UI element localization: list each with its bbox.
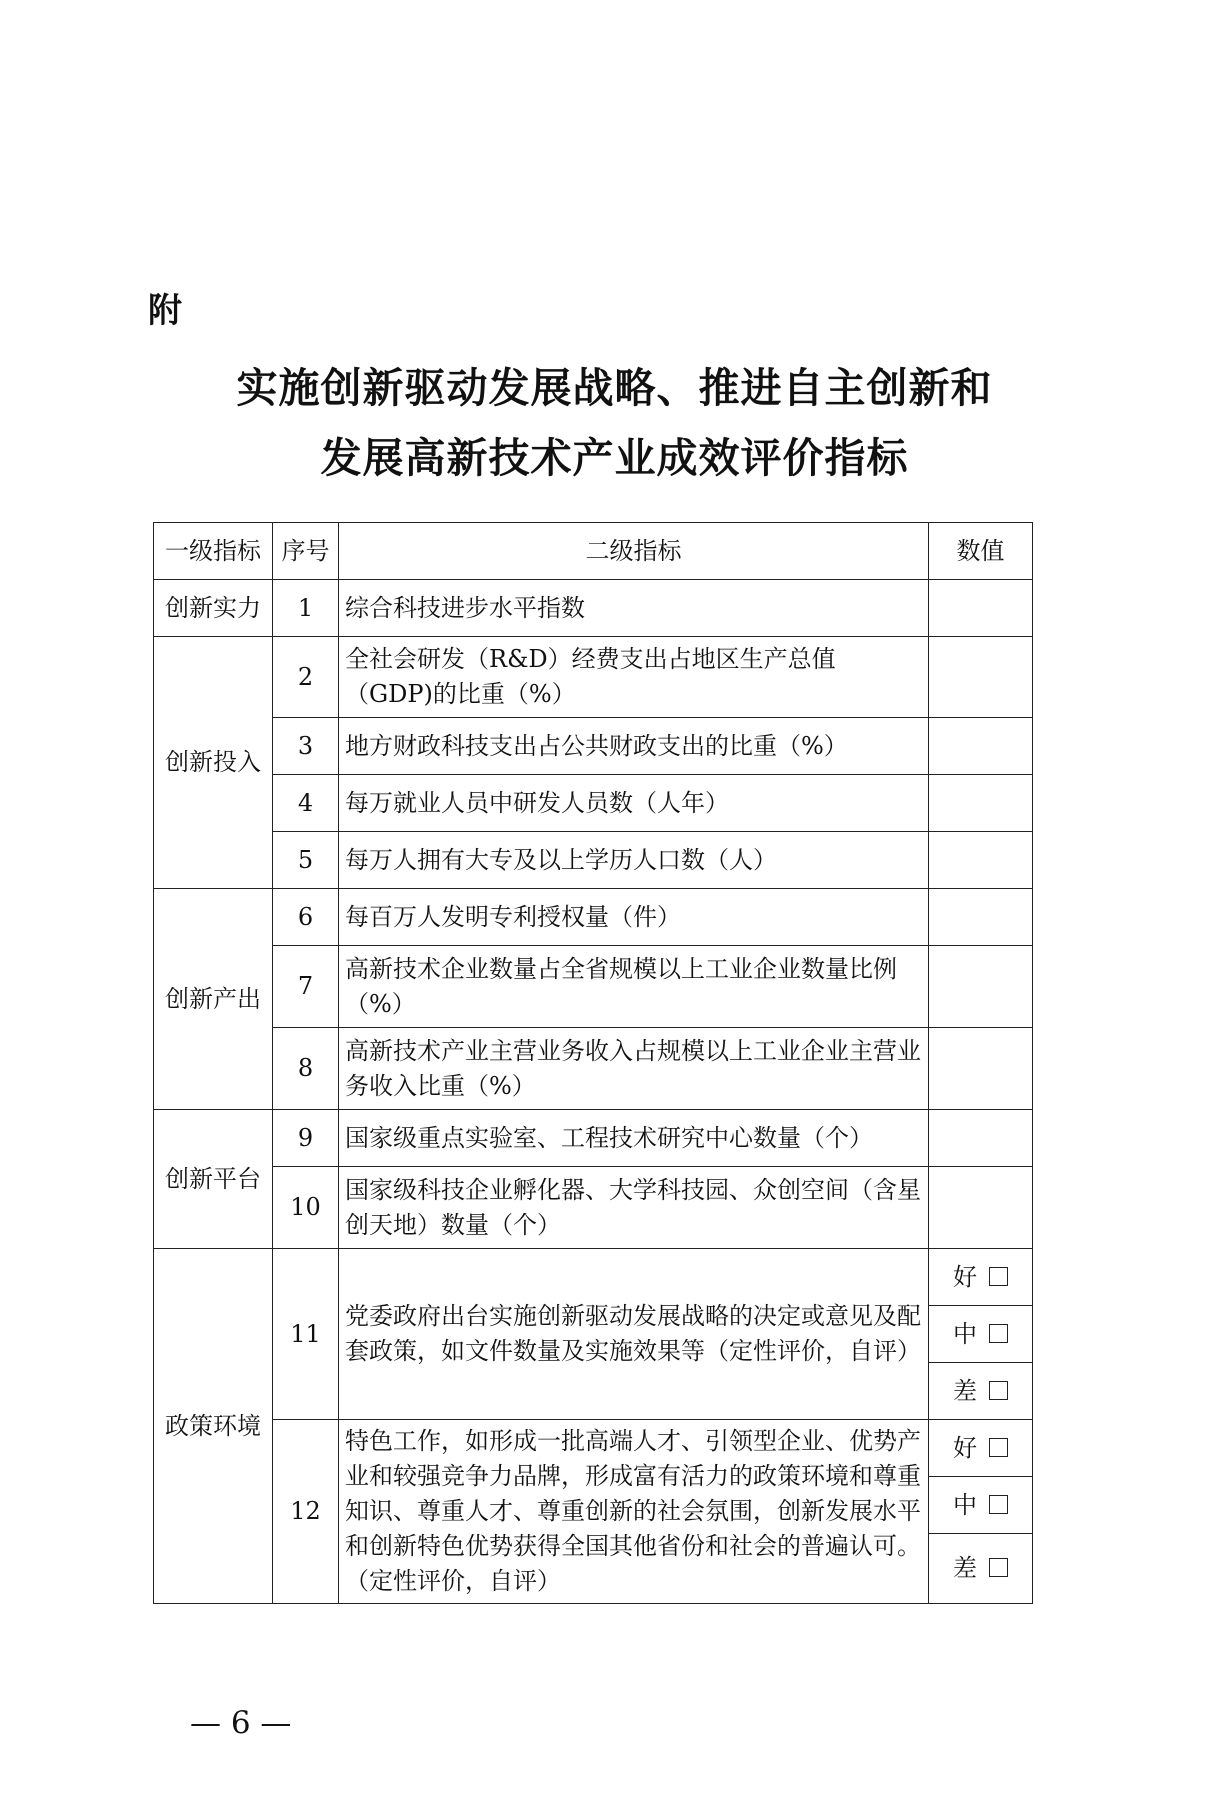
rating-option-medium[interactable] xyxy=(929,1477,1033,1534)
row-number: 7 xyxy=(273,946,339,1028)
indicator-text: 全社会研发（R&D）经费支出占地区生产总值（GDP)的比重（%） xyxy=(339,637,929,718)
table-row xyxy=(154,718,1033,775)
value-cell[interactable] xyxy=(929,1167,1033,1249)
value-cell[interactable] xyxy=(929,832,1033,889)
table-row xyxy=(154,580,1033,637)
value-cell[interactable] xyxy=(929,718,1033,775)
value-cell[interactable] xyxy=(929,1110,1033,1167)
row-number: 10 xyxy=(273,1167,339,1249)
header-value: 数值 xyxy=(929,523,1033,580)
indicator-text: 国家级科技企业孵化器、大学科技园、众创空间（含星创天地）数量（个） xyxy=(339,1167,929,1249)
indicator-text: 高新技术产业主营业务收入占规模以上工业企业主营业务收入比重（%） xyxy=(339,1028,929,1110)
value-cell[interactable] xyxy=(929,946,1033,1028)
checkbox-icon[interactable] xyxy=(989,1438,1008,1457)
row-number: 6 xyxy=(273,889,339,946)
indicator-text: 地方财政科技支出占公共财政支出的比重（%） xyxy=(339,718,929,775)
rating-label: 好 xyxy=(953,1262,977,1291)
table-row xyxy=(154,1167,1033,1249)
category-cell: 创新产出 xyxy=(154,889,273,1110)
rating-label: 差 xyxy=(953,1554,977,1582)
category-cell: 创新投入 xyxy=(154,637,273,889)
attachment-label: 附 xyxy=(148,291,182,331)
checkbox-icon[interactable] xyxy=(989,1495,1008,1514)
table-row xyxy=(154,637,1033,718)
row-number: 5 xyxy=(273,832,339,889)
table-row xyxy=(154,832,1033,889)
value-cell[interactable] xyxy=(929,775,1033,832)
row-number: 8 xyxy=(273,1028,339,1110)
rating-label: 差 xyxy=(953,1376,977,1405)
table-row xyxy=(154,946,1033,1028)
rating-option-good[interactable] xyxy=(929,1420,1033,1477)
rating-option-poor[interactable] xyxy=(929,1363,1033,1420)
table-row xyxy=(154,889,1033,946)
document-title-line-1: 实施创新驱动发展战略、推进自主创新和 xyxy=(236,364,993,412)
header-category: 一级指标 xyxy=(154,523,273,580)
rating-label: 中 xyxy=(953,1490,977,1519)
checkbox-icon[interactable] xyxy=(989,1267,1008,1286)
value-cell[interactable] xyxy=(929,637,1033,718)
table-row xyxy=(154,775,1033,832)
table-row xyxy=(154,1028,1033,1110)
evaluation-indicator-table xyxy=(153,522,1033,1604)
rating-option-poor[interactable] xyxy=(929,1534,1033,1604)
checkbox-icon[interactable] xyxy=(989,1381,1008,1400)
rating-label: 好 xyxy=(953,1433,977,1462)
indicator-text: 每万就业人员中研发人员数（人年） xyxy=(339,775,929,832)
indicator-text: 党委政府出台实施创新驱动发展战略的决定或意见及配套政策，如文件数量及实施效果等（定性评价，自评） xyxy=(339,1249,929,1420)
value-cell[interactable] xyxy=(929,580,1033,637)
table-row xyxy=(154,1249,1033,1306)
row-number: 11 xyxy=(273,1249,339,1420)
rating-option-good[interactable] xyxy=(929,1249,1033,1306)
row-number: 2 xyxy=(273,637,339,718)
page-number: — 6 — xyxy=(190,1705,292,1741)
value-cell[interactable] xyxy=(929,1028,1033,1110)
category-cell: 创新平台 xyxy=(154,1110,273,1249)
row-number: 9 xyxy=(273,1110,339,1167)
table-row xyxy=(154,1110,1033,1167)
document-title-line-2: 发展高新技术产业成效评价指标 xyxy=(320,434,909,482)
rating-label: 中 xyxy=(953,1319,977,1348)
header-number: 序号 xyxy=(273,523,339,580)
indicator-text: 每百万人发明专利授权量（件） xyxy=(339,889,929,946)
indicator-text: 每万人拥有大专及以上学历人口数（人） xyxy=(339,832,929,889)
value-cell[interactable] xyxy=(929,889,1033,946)
header-indicator: 二级指标 xyxy=(339,523,929,580)
row-number: 12 xyxy=(273,1420,339,1604)
row-number: 1 xyxy=(273,580,339,637)
indicator-text: 综合科技进步水平指数 xyxy=(339,580,929,637)
rating-option-medium[interactable] xyxy=(929,1306,1033,1363)
table-row xyxy=(154,1420,1033,1477)
indicator-text: 国家级重点实验室、工程技术研究中心数量（个） xyxy=(339,1110,929,1167)
category-cell: 创新实力 xyxy=(154,580,273,637)
indicator-text: 高新技术企业数量占全省规模以上工业企业数量比例（%） xyxy=(339,946,929,1028)
category-cell: 政策环境 xyxy=(154,1249,273,1604)
checkbox-icon[interactable] xyxy=(989,1324,1008,1343)
table-header-row xyxy=(154,523,1033,580)
row-number: 3 xyxy=(273,718,339,775)
indicator-text: 特色工作，如形成一批高端人才、引领型企业、优势产业和较强竞争力品牌，形成富有活力的政策环境和尊重知识、尊重人才、尊重创新的社会氛围，创新发展水平和创新特色优势获得全国其他省份和社会的普遍认可。（定性评价，自评） xyxy=(339,1420,929,1604)
row-number: 4 xyxy=(273,775,339,832)
checkbox-icon[interactable] xyxy=(989,1558,1008,1577)
